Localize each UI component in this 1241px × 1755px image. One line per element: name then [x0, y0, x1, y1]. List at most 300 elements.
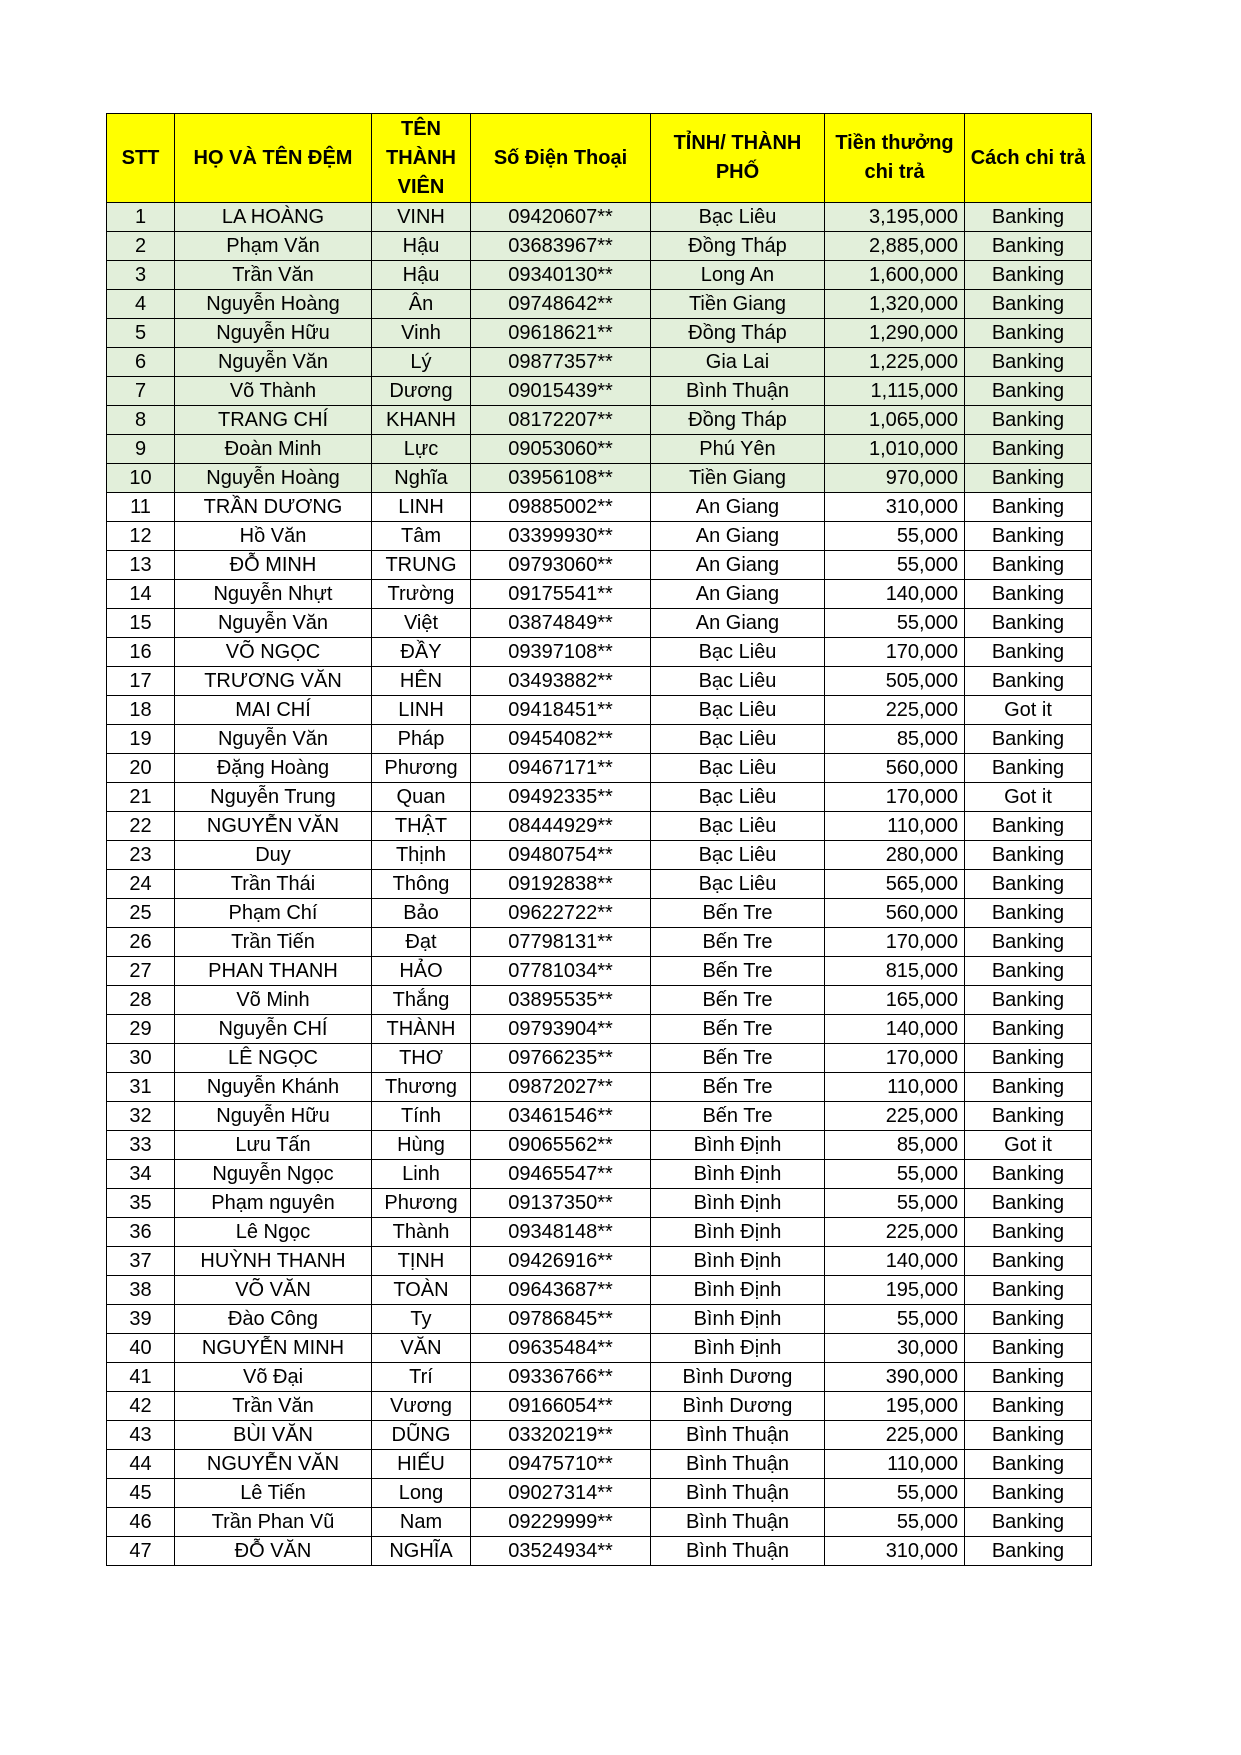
table-row	[107, 1334, 1092, 1363]
stt-cell: 26	[107, 928, 175, 957]
cach-chi-tra-cell: Banking	[964, 609, 1091, 638]
so-dien-thoai-cell: 09793060**	[470, 551, 650, 580]
ho-ten-dem-cell: TRANG CHÍ	[175, 406, 372, 435]
cach-chi-tra-cell: Banking	[964, 1479, 1091, 1508]
ho-ten-dem-cell: LA HOÀNG	[175, 203, 372, 232]
ten-thanh-vien-cell: Nghĩa	[372, 464, 471, 493]
stt-cell: 30	[107, 1044, 175, 1073]
ho-ten-dem-cell: PHAN THANH	[175, 957, 372, 986]
tien-thuong-cell: 55,000	[824, 1305, 964, 1334]
ten-thanh-vien-cell: Pháp	[372, 725, 471, 754]
table-row	[107, 1247, 1092, 1276]
ten-thanh-vien-cell: HÊN	[372, 667, 471, 696]
tien-thuong-cell: 55,000	[824, 1189, 964, 1218]
header-tien-thuong	[824, 114, 964, 203]
so-dien-thoai-cell: 09175541**	[470, 580, 650, 609]
table-row	[107, 609, 1092, 638]
table-row	[107, 928, 1092, 957]
so-dien-thoai-cell: 09793904**	[470, 1015, 650, 1044]
ten-thanh-vien-cell: Ty	[372, 1305, 471, 1334]
ten-thanh-vien-cell: Trường	[372, 580, 471, 609]
so-dien-thoai-cell: 09065562**	[470, 1131, 650, 1160]
ho-ten-dem-cell: Võ Minh	[175, 986, 372, 1015]
table-row	[107, 1218, 1092, 1247]
stt-cell: 27	[107, 957, 175, 986]
ten-thanh-vien-cell: Vương	[372, 1392, 471, 1421]
stt-cell: 19	[107, 725, 175, 754]
ten-thanh-vien-cell: Nam	[372, 1508, 471, 1537]
ho-ten-dem-cell: Nguyễn Văn	[175, 609, 372, 638]
cach-chi-tra-cell: Banking	[964, 1218, 1091, 1247]
so-dien-thoai-cell: 09397108**	[470, 638, 650, 667]
header-ten-thanh-vien	[372, 114, 471, 203]
tien-thuong-cell: 110,000	[824, 1073, 964, 1102]
ho-ten-dem-cell: Nguyễn Ngọc	[175, 1160, 372, 1189]
so-dien-thoai-cell: 09492335**	[470, 783, 650, 812]
so-dien-thoai-cell: 09465547**	[470, 1160, 650, 1189]
tinh-thanh-pho-cell: Bình Thuận	[650, 1421, 824, 1450]
tinh-thanh-pho-cell: Bến Tre	[650, 957, 824, 986]
cach-chi-tra-cell: Banking	[964, 1102, 1091, 1131]
ho-ten-dem-cell: Phạm Văn	[175, 232, 372, 261]
tien-thuong-cell: 30,000	[824, 1334, 964, 1363]
ho-ten-dem-cell: Nguyễn Khánh	[175, 1073, 372, 1102]
ten-thanh-vien-cell: KHANH	[372, 406, 471, 435]
ten-thanh-vien-cell: Hùng	[372, 1131, 471, 1160]
ho-ten-dem-cell: Đào Công	[175, 1305, 372, 1334]
tinh-thanh-pho-cell: Bình Định	[650, 1189, 824, 1218]
ten-thanh-vien-cell: LINH	[372, 493, 471, 522]
ten-thanh-vien-cell: Ân	[372, 290, 471, 319]
tinh-thanh-pho-cell: Bình Thuận	[650, 1508, 824, 1537]
tien-thuong-cell: 310,000	[824, 1537, 964, 1566]
so-dien-thoai-cell: 03320219**	[470, 1421, 650, 1450]
ten-thanh-vien-cell: THẬT	[372, 812, 471, 841]
cach-chi-tra-cell: Banking	[964, 319, 1091, 348]
cach-chi-tra-cell: Got it	[964, 696, 1091, 725]
tien-thuong-cell: 55,000	[824, 1479, 964, 1508]
table-row	[107, 348, 1092, 377]
table-row	[107, 464, 1092, 493]
cach-chi-tra-cell: Banking	[964, 812, 1091, 841]
so-dien-thoai-cell: 09635484**	[470, 1334, 650, 1363]
ten-thanh-vien-cell: TỊNH	[372, 1247, 471, 1276]
stt-cell: 18	[107, 696, 175, 725]
ho-ten-dem-cell: Nguyễn Hoàng	[175, 464, 372, 493]
tinh-thanh-pho-cell: Bến Tre	[650, 1044, 824, 1073]
tinh-thanh-pho-cell: Bạc Liêu	[650, 841, 824, 870]
so-dien-thoai-cell: 09748642**	[470, 290, 650, 319]
tinh-thanh-pho-cell: Gia Lai	[650, 348, 824, 377]
header-so-dien-thoai-label: Số Điện Thoại	[493, 146, 628, 169]
cach-chi-tra-cell: Got it	[964, 783, 1091, 812]
stt-cell: 25	[107, 899, 175, 928]
table-row	[107, 261, 1092, 290]
tinh-thanh-pho-cell: Bến Tre	[650, 1015, 824, 1044]
tien-thuong-cell: 280,000	[824, 841, 964, 870]
header-so-dien-thoai	[470, 114, 650, 203]
ten-thanh-vien-cell: VINH	[372, 203, 471, 232]
stt-cell: 4	[107, 290, 175, 319]
so-dien-thoai-cell: 03399930**	[470, 522, 650, 551]
tinh-thanh-pho-cell: Bình Dương	[650, 1363, 824, 1392]
so-dien-thoai-cell: 03461546**	[470, 1102, 650, 1131]
stt-cell: 6	[107, 348, 175, 377]
so-dien-thoai-cell: 09166054**	[470, 1392, 650, 1421]
table-row	[107, 754, 1092, 783]
tinh-thanh-pho-cell: Bình Định	[650, 1276, 824, 1305]
header-ten-thanh-vien-label: TÊN THÀNH VIÊN	[386, 117, 456, 198]
cach-chi-tra-cell: Banking	[964, 754, 1091, 783]
cach-chi-tra-cell: Banking	[964, 870, 1091, 899]
header-ho-ten-dem	[175, 114, 372, 203]
table-row	[107, 1305, 1092, 1334]
stt-cell: 13	[107, 551, 175, 580]
ten-thanh-vien-cell: VĂN	[372, 1334, 471, 1363]
table-row	[107, 232, 1092, 261]
tien-thuong-cell: 970,000	[824, 464, 964, 493]
tien-thuong-cell: 110,000	[824, 1450, 964, 1479]
cach-chi-tra-cell: Banking	[964, 1334, 1091, 1363]
tien-thuong-cell: 170,000	[824, 783, 964, 812]
stt-cell: 35	[107, 1189, 175, 1218]
stt-cell: 24	[107, 870, 175, 899]
tien-thuong-cell: 1,065,000	[824, 406, 964, 435]
ho-ten-dem-cell: NGUYỄN VĂN	[175, 812, 372, 841]
tien-thuong-cell: 225,000	[824, 1102, 964, 1131]
ho-ten-dem-cell: Trần Văn	[175, 1392, 372, 1421]
stt-cell: 28	[107, 986, 175, 1015]
tinh-thanh-pho-cell: Bạc Liêu	[650, 203, 824, 232]
tien-thuong-cell: 170,000	[824, 1044, 964, 1073]
so-dien-thoai-cell: 09418451**	[470, 696, 650, 725]
ten-thanh-vien-cell: DŨNG	[372, 1421, 471, 1450]
so-dien-thoai-cell: 08172207**	[470, 406, 650, 435]
tien-thuong-cell: 55,000	[824, 551, 964, 580]
cach-chi-tra-cell: Banking	[964, 290, 1091, 319]
tien-thuong-cell: 170,000	[824, 928, 964, 957]
so-dien-thoai-cell: 09618621**	[470, 319, 650, 348]
table-row	[107, 1421, 1092, 1450]
ho-ten-dem-cell: Nguyễn Trung	[175, 783, 372, 812]
stt-cell: 42	[107, 1392, 175, 1421]
ten-thanh-vien-cell: Lực	[372, 435, 471, 464]
ten-thanh-vien-cell: Long	[372, 1479, 471, 1508]
tinh-thanh-pho-cell: Tiền Giang	[650, 290, 824, 319]
ho-ten-dem-cell: MAI CHÍ	[175, 696, 372, 725]
cach-chi-tra-cell: Banking	[964, 1450, 1091, 1479]
ho-ten-dem-cell: Lê Ngọc	[175, 1218, 372, 1247]
tinh-thanh-pho-cell: Bến Tre	[650, 899, 824, 928]
tinh-thanh-pho-cell: Long An	[650, 261, 824, 290]
table-row	[107, 1508, 1092, 1537]
table-row	[107, 580, 1092, 609]
tien-thuong-cell: 565,000	[824, 870, 964, 899]
table-row	[107, 377, 1092, 406]
cach-chi-tra-cell: Banking	[964, 1363, 1091, 1392]
header-cach-chi-tra	[964, 114, 1091, 203]
table-row	[107, 290, 1092, 319]
table-row	[107, 435, 1092, 464]
so-dien-thoai-cell: 03874849**	[470, 609, 650, 638]
tinh-thanh-pho-cell: Đồng Tháp	[650, 319, 824, 348]
ho-ten-dem-cell: HUỲNH THANH	[175, 1247, 372, 1276]
tien-thuong-cell: 85,000	[824, 725, 964, 754]
ho-ten-dem-cell: ĐỖ MINH	[175, 551, 372, 580]
ho-ten-dem-cell: Hồ Văn	[175, 522, 372, 551]
tinh-thanh-pho-cell: Bình Định	[650, 1334, 824, 1363]
table-row	[107, 870, 1092, 899]
table-row	[107, 1044, 1092, 1073]
ho-ten-dem-cell: Đặng Hoàng	[175, 754, 372, 783]
ho-ten-dem-cell: Nguyễn Hữu	[175, 319, 372, 348]
tien-thuong-cell: 55,000	[824, 609, 964, 638]
table-row	[107, 1276, 1092, 1305]
cach-chi-tra-cell: Banking	[964, 522, 1091, 551]
stt-cell: 44	[107, 1450, 175, 1479]
tinh-thanh-pho-cell: Tiền Giang	[650, 464, 824, 493]
table-row	[107, 725, 1092, 754]
stt-cell: 15	[107, 609, 175, 638]
tinh-thanh-pho-cell: Bình Định	[650, 1247, 824, 1276]
so-dien-thoai-cell: 09420607**	[470, 203, 650, 232]
stt-cell: 33	[107, 1131, 175, 1160]
table-row	[107, 203, 1092, 232]
tinh-thanh-pho-cell: Bình Định	[650, 1305, 824, 1334]
tien-thuong-cell: 85,000	[824, 1131, 964, 1160]
ho-ten-dem-cell: Võ Đại	[175, 1363, 372, 1392]
tinh-thanh-pho-cell: An Giang	[650, 551, 824, 580]
stt-cell: 14	[107, 580, 175, 609]
stt-cell: 3	[107, 261, 175, 290]
tinh-thanh-pho-cell: Bạc Liêu	[650, 754, 824, 783]
so-dien-thoai-cell: 09454082**	[470, 725, 650, 754]
so-dien-thoai-cell: 08444929**	[470, 812, 650, 841]
ho-ten-dem-cell: Trần Phan Vũ	[175, 1508, 372, 1537]
stt-cell: 43	[107, 1421, 175, 1450]
table-row	[107, 783, 1092, 812]
cach-chi-tra-cell: Banking	[964, 957, 1091, 986]
tinh-thanh-pho-cell: Bạc Liêu	[650, 696, 824, 725]
ten-thanh-vien-cell: Thịnh	[372, 841, 471, 870]
cach-chi-tra-cell: Banking	[964, 232, 1091, 261]
stt-cell: 9	[107, 435, 175, 464]
ho-ten-dem-cell: Lưu Tấn	[175, 1131, 372, 1160]
so-dien-thoai-cell: 03524934**	[470, 1537, 650, 1566]
ten-thanh-vien-cell: HẢO	[372, 957, 471, 986]
tien-thuong-cell: 55,000	[824, 1508, 964, 1537]
ten-thanh-vien-cell: Thắng	[372, 986, 471, 1015]
tinh-thanh-pho-cell: Bình Thuận	[650, 1450, 824, 1479]
cach-chi-tra-cell: Got it	[964, 1131, 1091, 1160]
stt-cell: 37	[107, 1247, 175, 1276]
tien-thuong-cell: 225,000	[824, 1421, 964, 1450]
cach-chi-tra-cell: Banking	[964, 551, 1091, 580]
stt-cell: 1	[107, 203, 175, 232]
tinh-thanh-pho-cell: Đồng Tháp	[650, 406, 824, 435]
tien-thuong-cell: 195,000	[824, 1392, 964, 1421]
tien-thuong-cell: 165,000	[824, 986, 964, 1015]
tien-thuong-cell: 560,000	[824, 754, 964, 783]
tien-thuong-cell: 170,000	[824, 638, 964, 667]
tinh-thanh-pho-cell: An Giang	[650, 522, 824, 551]
ho-ten-dem-cell: LÊ NGỌC	[175, 1044, 372, 1073]
table-row	[107, 696, 1092, 725]
so-dien-thoai-cell: 09137350**	[470, 1189, 650, 1218]
table-row	[107, 551, 1092, 580]
tien-thuong-cell: 310,000	[824, 493, 964, 522]
so-dien-thoai-cell: 03493882**	[470, 667, 650, 696]
tien-thuong-cell: 225,000	[824, 696, 964, 725]
ho-ten-dem-cell: Nguyễn Nhựt	[175, 580, 372, 609]
table-row	[107, 812, 1092, 841]
ho-ten-dem-cell: Võ Thành	[175, 377, 372, 406]
ten-thanh-vien-cell: Thương	[372, 1073, 471, 1102]
stt-cell: 22	[107, 812, 175, 841]
tinh-thanh-pho-cell: Bến Tre	[650, 1073, 824, 1102]
so-dien-thoai-cell: 03895535**	[470, 986, 650, 1015]
table-row	[107, 319, 1092, 348]
cach-chi-tra-cell: Banking	[964, 1537, 1091, 1566]
header-row	[107, 114, 1092, 203]
cach-chi-tra-cell: Banking	[964, 464, 1091, 493]
stt-cell: 46	[107, 1508, 175, 1537]
cach-chi-tra-cell: Banking	[964, 1421, 1091, 1450]
cach-chi-tra-cell: Banking	[964, 377, 1091, 406]
so-dien-thoai-cell: 09786845**	[470, 1305, 650, 1334]
ho-ten-dem-cell: NGUYỄN MINH	[175, 1334, 372, 1363]
ho-ten-dem-cell: VÕ VĂN	[175, 1276, 372, 1305]
tinh-thanh-pho-cell: Bạc Liêu	[650, 812, 824, 841]
stt-cell: 12	[107, 522, 175, 551]
table-row	[107, 957, 1092, 986]
stt-cell: 20	[107, 754, 175, 783]
cach-chi-tra-cell: Banking	[964, 986, 1091, 1015]
stt-cell: 45	[107, 1479, 175, 1508]
ten-thanh-vien-cell: HIẾU	[372, 1450, 471, 1479]
ten-thanh-vien-cell: NGHĨA	[372, 1537, 471, 1566]
stt-cell: 34	[107, 1160, 175, 1189]
table-row	[107, 899, 1092, 928]
ten-thanh-vien-cell: THÀNH	[372, 1015, 471, 1044]
so-dien-thoai-cell: 03956108**	[470, 464, 650, 493]
stt-cell: 29	[107, 1015, 175, 1044]
cach-chi-tra-cell: Banking	[964, 203, 1091, 232]
ten-thanh-vien-cell: Thành	[372, 1218, 471, 1247]
cach-chi-tra-cell: Banking	[964, 841, 1091, 870]
ten-thanh-vien-cell: Việt	[372, 609, 471, 638]
so-dien-thoai-cell: 09643687**	[470, 1276, 650, 1305]
ho-ten-dem-cell: TRẦN DƯƠNG	[175, 493, 372, 522]
ten-thanh-vien-cell: Dương	[372, 377, 471, 406]
ten-thanh-vien-cell: Đạt	[372, 928, 471, 957]
tien-thuong-cell: 560,000	[824, 899, 964, 928]
table-row	[107, 493, 1092, 522]
cach-chi-tra-cell: Banking	[964, 1392, 1091, 1421]
tinh-thanh-pho-cell: Bạc Liêu	[650, 870, 824, 899]
cach-chi-tra-cell: Banking	[964, 1160, 1091, 1189]
cach-chi-tra-cell: Banking	[964, 348, 1091, 377]
ho-ten-dem-cell: NGUYỄN VĂN	[175, 1450, 372, 1479]
tinh-thanh-pho-cell: Bến Tre	[650, 1102, 824, 1131]
stt-cell: 31	[107, 1073, 175, 1102]
tien-thuong-cell: 1,010,000	[824, 435, 964, 464]
tien-thuong-cell: 55,000	[824, 1160, 964, 1189]
cach-chi-tra-cell: Banking	[964, 667, 1091, 696]
tien-thuong-cell: 815,000	[824, 957, 964, 986]
ho-ten-dem-cell: Trần Văn	[175, 261, 372, 290]
tinh-thanh-pho-cell: Bình Dương	[650, 1392, 824, 1421]
tinh-thanh-pho-cell: Bình Định	[650, 1218, 824, 1247]
table-row	[107, 986, 1092, 1015]
ten-thanh-vien-cell: TOÀN	[372, 1276, 471, 1305]
tinh-thanh-pho-cell: Bạc Liêu	[650, 783, 824, 812]
tien-thuong-cell: 390,000	[824, 1363, 964, 1392]
ten-thanh-vien-cell: Vinh	[372, 319, 471, 348]
ho-ten-dem-cell: Lê Tiến	[175, 1479, 372, 1508]
cach-chi-tra-cell: Banking	[964, 928, 1091, 957]
tinh-thanh-pho-cell: An Giang	[650, 580, 824, 609]
ten-thanh-vien-cell: Tính	[372, 1102, 471, 1131]
cach-chi-tra-cell: Banking	[964, 261, 1091, 290]
tien-thuong-cell: 1,600,000	[824, 261, 964, 290]
ten-thanh-vien-cell: LINH	[372, 696, 471, 725]
ho-ten-dem-cell: Phạm Chí	[175, 899, 372, 928]
ten-thanh-vien-cell: Lý	[372, 348, 471, 377]
cach-chi-tra-cell: Banking	[964, 580, 1091, 609]
stt-cell: 36	[107, 1218, 175, 1247]
ten-thanh-vien-cell: TRUNG	[372, 551, 471, 580]
so-dien-thoai-cell: 07781034**	[470, 957, 650, 986]
cach-chi-tra-cell: Banking	[964, 1276, 1091, 1305]
reward-table	[106, 113, 1092, 1566]
cach-chi-tra-cell: Banking	[964, 1044, 1091, 1073]
header-ho-ten-dem-label: HỌ VÀ TÊN ĐỆM	[193, 146, 353, 169]
so-dien-thoai-cell: 09340130**	[470, 261, 650, 290]
tinh-thanh-pho-cell: Bến Tre	[650, 986, 824, 1015]
table-row	[107, 1073, 1092, 1102]
so-dien-thoai-cell: 09872027**	[470, 1073, 650, 1102]
ho-ten-dem-cell: Trần Tiến	[175, 928, 372, 957]
ho-ten-dem-cell: BÙI VĂN	[175, 1421, 372, 1450]
table-row	[107, 1537, 1092, 1566]
stt-cell: 2	[107, 232, 175, 261]
tien-thuong-cell: 505,000	[824, 667, 964, 696]
so-dien-thoai-cell: 07798131**	[470, 928, 650, 957]
tien-thuong-cell: 3,195,000	[824, 203, 964, 232]
table-row	[107, 1450, 1092, 1479]
tinh-thanh-pho-cell: Đồng Tháp	[650, 232, 824, 261]
ten-thanh-vien-cell: Trí	[372, 1363, 471, 1392]
so-dien-thoai-cell: 09426916**	[470, 1247, 650, 1276]
cach-chi-tra-cell: Banking	[964, 1247, 1091, 1276]
ten-thanh-vien-cell: Hậu	[372, 232, 471, 261]
table-row	[107, 1392, 1092, 1421]
tinh-thanh-pho-cell: Bạc Liêu	[650, 667, 824, 696]
table-row	[107, 638, 1092, 667]
header-tien-thuong-label: Tiền thưởng chi trả	[835, 132, 954, 183]
table-row	[107, 1189, 1092, 1218]
ho-ten-dem-cell: Đoàn Minh	[175, 435, 372, 464]
header-stt	[107, 114, 175, 203]
cach-chi-tra-cell: Banking	[964, 638, 1091, 667]
ho-ten-dem-cell: VÕ NGỌC	[175, 638, 372, 667]
so-dien-thoai-cell: 09885002**	[470, 493, 650, 522]
tinh-thanh-pho-cell: Bạc Liêu	[650, 638, 824, 667]
tinh-thanh-pho-cell: Bình Định	[650, 1160, 824, 1189]
cach-chi-tra-cell: Banking	[964, 435, 1091, 464]
stt-cell: 39	[107, 1305, 175, 1334]
